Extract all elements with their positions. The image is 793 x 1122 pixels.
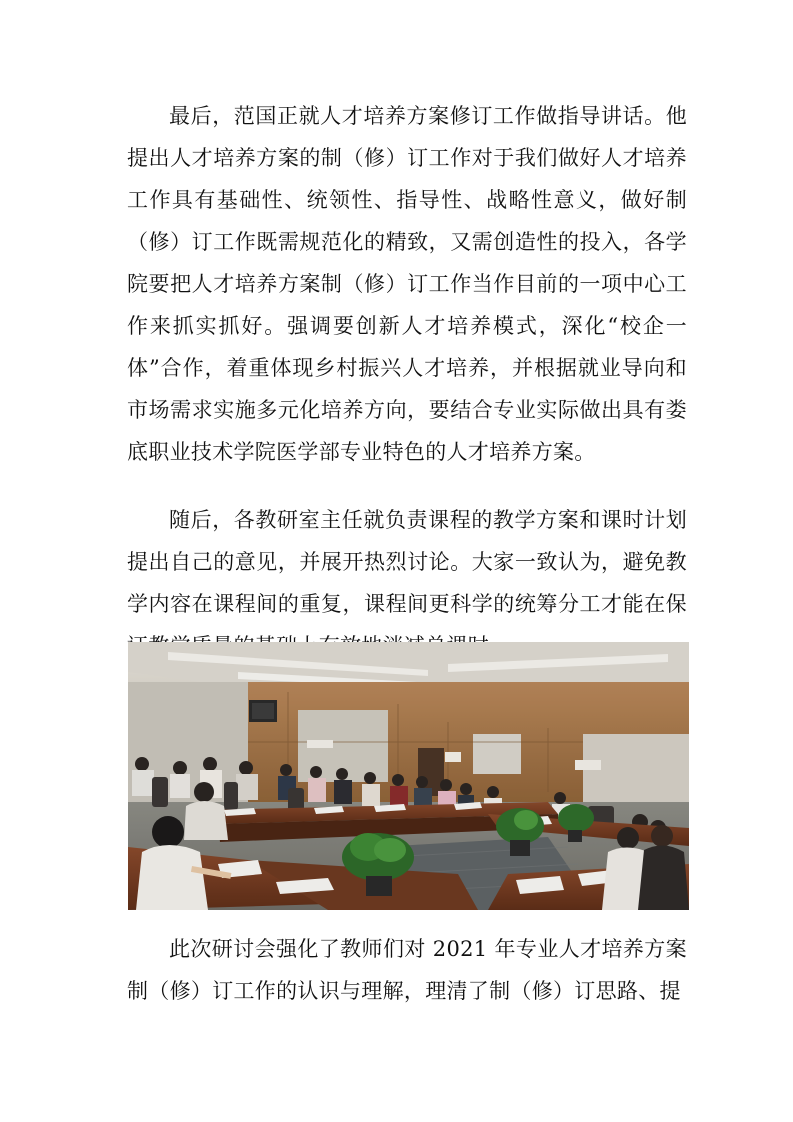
meeting-photo-illustration: [128, 642, 689, 910]
paragraph-3: 此次研讨会强化了教师们对 2021 年专业人才培养方案制（修）订工作的认识与理解，理清了制（修）订思路、提: [127, 937, 687, 1003]
meeting-room-photo: [128, 642, 689, 910]
paragraph-1: 最后，范国正就人才培养方案修订工作做指导讲话。他提出人才培养方案的制（修）订工作对于我们做好人才培养工作具有基础性、统领性、指导性、战略性意义，做好制（修）订工作既需规范化的精致，又需创造性的投入，各学院要把人才培养方案制（修）订工作当作目前的一项中心工作来抓实抓好。强调要创新人才培养模式，深化“校企一体”合作，着重体现乡村振兴人才培养，并根据就业导向和市场需求实施多元化培养方向，要结合专业实际做出具有娄底职业技术学院医学部专业特色的人才培养方案。: [127, 104, 687, 464]
paragraph-2: 随后，各教研室主任就负责课程的教学方案和课时计划提出自己的意见，并展开热烈讨论。大家一致认为，避免教学内容在课程间的重复，课程间更科学的统筹分工才能在保: [127, 508, 687, 616]
